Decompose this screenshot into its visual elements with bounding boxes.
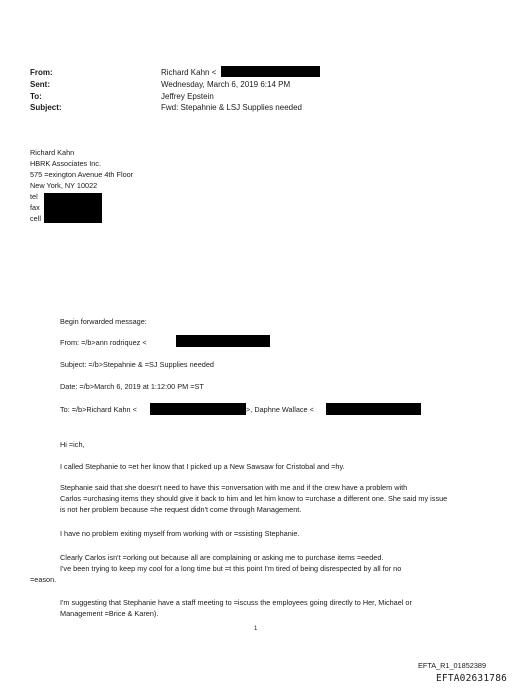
redaction-forward-to-1: [150, 403, 246, 415]
signature-name: Richard Kahn: [30, 148, 75, 157]
page-number: 1: [254, 626, 258, 632]
paragraph-2-line-2: Carlos =urchasing items they should give it back to him and let him know to =urchase a different one. She said my issue: [60, 494, 448, 503]
subject-value: Fwd: Stepahnie & LSJ Supplies needed: [161, 103, 302, 112]
sent-value: Wednesday, March 6, 2019 6:14 PM: [161, 80, 291, 89]
redaction-forward-from: [176, 335, 270, 347]
paragraph-2-line-1: Stephanie said that she doesn't need to have this =onversation with me and if the crew have a problem with: [60, 483, 408, 492]
forward-from-line: From: =/b>ann rodriquez <: [60, 338, 147, 347]
paragraph-2-line-3: is not her problem because =he request didn't come through Management.: [60, 505, 302, 514]
paragraph-1: I called Stephanie to =et her know that I picked up a New Sawsaw for Cristobal and =hy.: [60, 462, 345, 471]
to-label: To:: [30, 92, 42, 101]
footer-ref-small: EFTA_R1_01852389: [418, 661, 487, 670]
subject-label: Subject:: [30, 103, 62, 112]
signature-tel-label: tel: [30, 192, 38, 201]
signature-street: 575 =exington Avenue 4th Floor: [30, 170, 134, 179]
signature-cell-label: cell: [30, 214, 41, 223]
paragraph-3: I have no problem exiting myself from working with or =ssisting Stephanie.: [60, 529, 300, 538]
paragraph-5-line-1: I'm suggesting that Stephanie have a staff meeting to =iscuss the employees going directly to Her, Michael or: [60, 598, 412, 607]
forward-subject-line: Subject: =/b>Stepahnie & =SJ Supplies needed: [60, 360, 214, 369]
footer-ref-large: EFTA02631786: [436, 673, 508, 684]
signature-company: HBRK Associates Inc.: [30, 159, 101, 168]
greeting: Hi =ich,: [60, 440, 85, 449]
signature-fax-label: fax: [30, 203, 40, 212]
forward-date-line: Date: =/b>March 6, 2019 at 1:12:00 PM =ST: [60, 382, 204, 391]
paragraph-5-line-2: Management =Brice & Karen).: [60, 609, 159, 618]
sent-label: Sent:: [30, 80, 50, 89]
forward-to-line-a: To: =/b>Richard Kahn <: [60, 405, 137, 414]
forward-to-line-b: >, Daphne Wallace <: [246, 405, 314, 414]
from-label: From:: [30, 68, 53, 77]
redaction-forward-to-2: [326, 403, 421, 415]
forward-intro: Begin forwarded message:: [60, 317, 147, 326]
signature-city: New York, NY 10022: [30, 181, 98, 190]
redaction-phone-numbers: [44, 193, 102, 223]
paragraph-4-line-1: Clearly Carlos isn't =orking out because all are complaining or asking me to purchase items =eeded.: [60, 553, 384, 562]
paragraph-4-line-3: =eason.: [30, 575, 57, 584]
from-value: Richard Kahn <: [161, 68, 217, 77]
paragraph-4-line-2: I've been trying to keep my cool for a long time but =t this point I'm tired of being disrespected by all for no: [60, 564, 402, 573]
to-value: Jeffrey Epstein: [161, 92, 214, 101]
redaction-from-email: [221, 66, 320, 77]
